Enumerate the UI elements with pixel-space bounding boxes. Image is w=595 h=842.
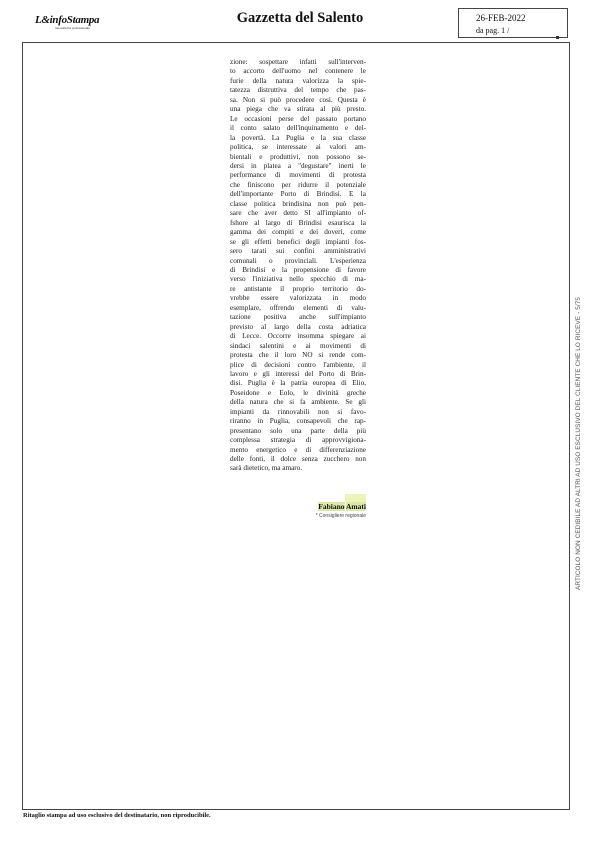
article-line: impianti da rinnovabili non si favo- [230,407,366,416]
author-highlight [345,494,366,502]
clipping-header [0,0,595,42]
article-line: disi. Puglia è la patria europea di Elio, [230,379,366,388]
article-line: il conto salato dell'inquinamento e del- [230,124,366,133]
author-role: * Consigliere regionale [315,513,366,519]
publication-title: Gazzetta del Salento [236,10,364,26]
side-notice: ARTICOLO NON CEDIBILE AD ALTRI AD USO ESCLUSIVO DEL CLIENTE CHE LO RICEVE - 5/75 [575,296,582,590]
article-line: che finiscono per ridurre il potenziale [230,180,366,189]
article-line: Le occasioni perse del passato portano [230,114,366,123]
article-line: sarà dietetico, ma amaro. [230,464,303,473]
article-line: tatezza distruttiva del tempo che pas- [230,86,366,95]
article-line: vrebbe essere valorizzata in modo [230,294,366,303]
publication-date: 26-FEB-2022 [476,13,526,23]
article-line: to accorto dell'uomo nel contenere le [230,67,366,76]
article-line: esemplare, offrendo elementi di valu- [230,303,366,312]
date-box [458,8,568,38]
article-line: della natura che si fa ambiente. Se gli [230,398,366,407]
author-last-name: Amati [346,502,366,511]
article-line: presentano solo una parte della più [230,426,366,435]
article-line: bientali e produttivi, non possono se- [230,152,366,161]
article-line: Poseidone e Eolo, le divinità greche [230,388,366,397]
article-line: sa. Non si può procedere così. Questa è [230,95,366,104]
article-line: complessa strategia di approvvigiona- [230,436,366,445]
article-line: fshore al largo di Brindisi esaurisca la [230,218,366,227]
infostampa-logo [35,14,99,32]
logo-tagline: riservatezza professionale [55,26,90,30]
article-line: di Brindisi e la propensione di favore [230,265,366,274]
article-line: delle fonti, il dolce senza zucchero non [230,455,366,464]
article-line: sare che aver detto SI all'impianto of- [230,209,366,218]
author-first-name: Fabiano [318,502,345,511]
article-line: comunali o provinciali. L'esperienza [230,256,366,265]
article-line: mento energetico e di differenziazione [230,445,366,454]
corner-mark [556,36,559,39]
article-line: riranno in Puglia, consapevoli che rap- [230,417,366,426]
article-line: politica, se interessate ai valori am- [230,143,366,152]
article-line: la povertà. La Puglia e la sua classe [230,133,366,142]
article-line: dell'importante Porto di Brindisi. E la [230,190,366,199]
article-line: tazione positiva anche sull'impianto [230,313,366,322]
article-line: protesta che il loro NO si rende com- [230,351,366,360]
article-line: plice di decisioni contro l'ambiente, il [230,360,366,369]
footer-disclaimer: Ritaglio stampa ad uso esclusivo del destinatario, non riproducibile. [23,812,211,819]
article-line: di Lecce. Occorre insomma spiegare ai [230,332,366,341]
article-line: verso l'iniziativa nello specchio di ma- [230,275,366,284]
article-body [230,58,366,474]
article-line: lavoro e gli interessi del Porto di Brin- [230,369,366,378]
article-line: dersi in platea a "degustare" inerti le [230,161,366,170]
article-line: sero tarati sui confini amministrativi [230,247,366,256]
article-line: sindaci salentini e ai movimenti di [230,341,366,350]
logo-wordmark: L&infoStampa [35,14,100,26]
article-line: classe politica brindisina non può pen- [230,199,366,208]
article-line: performance di movimenti di protesta [230,171,366,180]
article-line: furie della natura valorizza la spie- [230,76,366,85]
page-reference: da pag. 1 / [476,26,510,35]
article-line: gamma dei compiti e dei doveri, come [230,228,366,237]
article-line: previsto al largo della costa adriatica [230,322,366,331]
article-line: una piega che va stirata al più presto. [230,105,366,114]
article-line: zione: sospettare infatti sull'interven- [230,58,366,66]
article-author [300,502,366,511]
article-line: re antistante il proprio territorio do- [230,284,366,293]
article-line: se gli effetti benefici degli impianti fos- [230,237,366,246]
